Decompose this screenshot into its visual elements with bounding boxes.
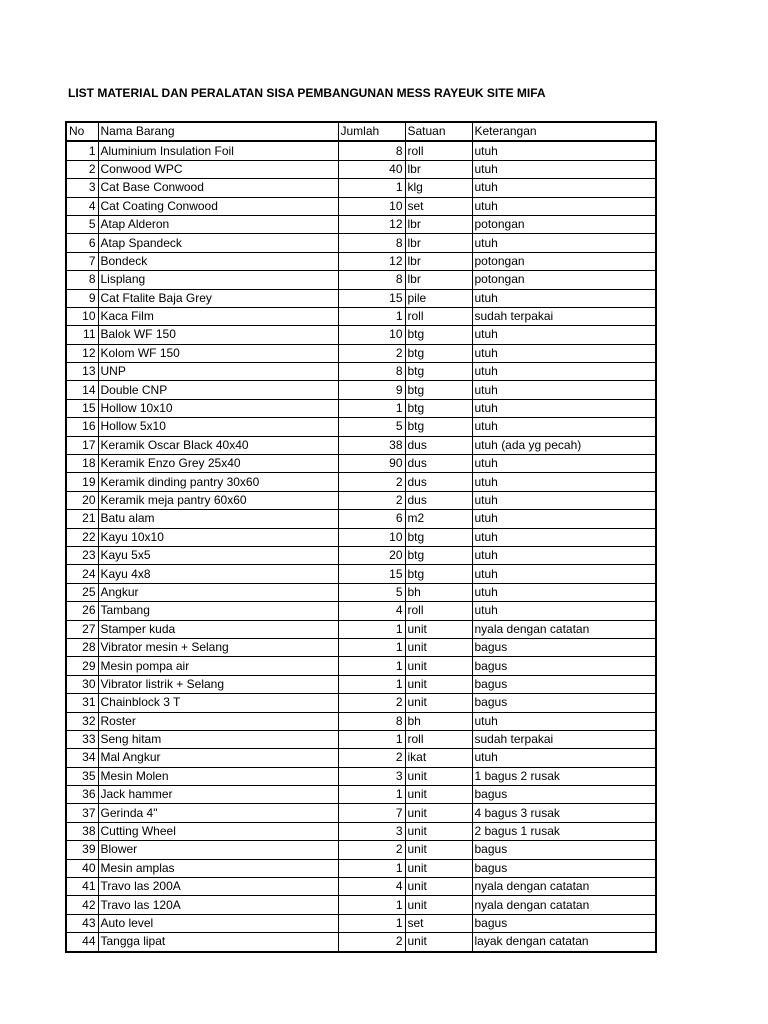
- cell-satuan: unit: [405, 841, 472, 859]
- document-title: LIST MATERIAL DAN PERALATAN SISA PEMBANGUNAN MESS RAYEUK SITE MIFA: [68, 86, 546, 100]
- cell-jumlah: 8: [338, 141, 405, 160]
- cell-nama-barang: Kayu 5x5: [98, 546, 338, 564]
- cell-jumlah: 3: [338, 822, 405, 840]
- cell-nama-barang: Jack hammer: [98, 786, 338, 804]
- cell-keterangan: potongan: [472, 215, 656, 233]
- cell-no: 15: [66, 399, 98, 417]
- cell-no: 6: [66, 234, 98, 252]
- cell-satuan: klg: [405, 179, 472, 197]
- cell-nama-barang: Conwood WPC: [98, 160, 338, 178]
- cell-keterangan: bagus: [472, 786, 656, 804]
- table-row: [66, 730, 656, 748]
- cell-satuan: btg: [405, 326, 472, 344]
- cell-nama-barang: Mal Angkur: [98, 749, 338, 767]
- table-row: [66, 271, 656, 289]
- cell-nama-barang: Seng hitam: [98, 730, 338, 748]
- cell-satuan: bh: [405, 712, 472, 730]
- table-row: [66, 528, 656, 546]
- table-header-row: [66, 122, 656, 141]
- cell-jumlah: 2: [338, 473, 405, 491]
- cell-no: 35: [66, 767, 98, 785]
- cell-satuan: btg: [405, 418, 472, 436]
- cell-jumlah: 12: [338, 215, 405, 233]
- table-row: [66, 675, 656, 693]
- table-row: [66, 694, 656, 712]
- cell-keterangan: bagus: [472, 694, 656, 712]
- cell-no: 3: [66, 179, 98, 197]
- cell-satuan: roll: [405, 307, 472, 325]
- table-row: [66, 234, 656, 252]
- cell-keterangan: utuh: [472, 546, 656, 564]
- table-row: [66, 307, 656, 325]
- cell-no: 29: [66, 657, 98, 675]
- cell-jumlah: 1: [338, 914, 405, 932]
- cell-keterangan: utuh: [472, 326, 656, 344]
- cell-satuan: dus: [405, 436, 472, 454]
- cell-jumlah: 15: [338, 289, 405, 307]
- table-row: [66, 749, 656, 767]
- cell-nama-barang: Mesin amplas: [98, 859, 338, 877]
- cell-satuan: dus: [405, 455, 472, 473]
- table-row: [66, 620, 656, 638]
- table-row: [66, 399, 656, 417]
- table-row: [66, 179, 656, 197]
- cell-no: 30: [66, 675, 98, 693]
- cell-keterangan: 1 bagus 2 rusak: [472, 767, 656, 785]
- cell-jumlah: 10: [338, 528, 405, 546]
- cell-jumlah: 2: [338, 344, 405, 362]
- cell-no: 10: [66, 307, 98, 325]
- cell-jumlah: 1: [338, 657, 405, 675]
- cell-keterangan: potongan: [472, 252, 656, 270]
- cell-no: 38: [66, 822, 98, 840]
- table-row: [66, 896, 656, 914]
- cell-satuan: lbr: [405, 215, 472, 233]
- cell-nama-barang: Angkur: [98, 583, 338, 601]
- cell-jumlah: 2: [338, 933, 405, 952]
- cell-nama-barang: Mesin Molen: [98, 767, 338, 785]
- cell-keterangan: utuh: [472, 363, 656, 381]
- cell-jumlah: 1: [338, 307, 405, 325]
- cell-nama-barang: Travo las 200A: [98, 878, 338, 896]
- cell-keterangan: bagus: [472, 675, 656, 693]
- cell-satuan: roll: [405, 602, 472, 620]
- cell-keterangan: utuh: [472, 234, 656, 252]
- table-row: [66, 638, 656, 656]
- cell-satuan: unit: [405, 822, 472, 840]
- cell-nama-barang: Cat Ftalite Baja Grey: [98, 289, 338, 307]
- cell-satuan: unit: [405, 933, 472, 952]
- cell-satuan: roll: [405, 141, 472, 160]
- cell-satuan: btg: [405, 363, 472, 381]
- table-row: [66, 859, 656, 877]
- cell-jumlah: 8: [338, 234, 405, 252]
- cell-no: 44: [66, 933, 98, 952]
- cell-satuan: bh: [405, 583, 472, 601]
- cell-jumlah: 10: [338, 197, 405, 215]
- cell-no: 5: [66, 215, 98, 233]
- cell-no: 34: [66, 749, 98, 767]
- table-row: [66, 436, 656, 454]
- cell-satuan: set: [405, 197, 472, 215]
- cell-no: 25: [66, 583, 98, 601]
- cell-keterangan: potongan: [472, 271, 656, 289]
- table-row: [66, 252, 656, 270]
- cell-jumlah: 1: [338, 399, 405, 417]
- cell-nama-barang: UNP: [98, 363, 338, 381]
- table-row: [66, 786, 656, 804]
- table-row: [66, 141, 656, 160]
- cell-no: 40: [66, 859, 98, 877]
- cell-keterangan: utuh: [472, 344, 656, 362]
- cell-jumlah: 7: [338, 804, 405, 822]
- cell-keterangan: utuh: [472, 160, 656, 178]
- header-jumlah: Jumlah: [338, 122, 405, 141]
- cell-keterangan: utuh: [472, 749, 656, 767]
- cell-no: 20: [66, 491, 98, 509]
- cell-no: 43: [66, 914, 98, 932]
- cell-keterangan: utuh: [472, 491, 656, 509]
- cell-satuan: btg: [405, 528, 472, 546]
- table-row: [66, 565, 656, 583]
- cell-keterangan: bagus: [472, 859, 656, 877]
- cell-keterangan: utuh: [472, 179, 656, 197]
- cell-no: 16: [66, 418, 98, 436]
- cell-keterangan: bagus: [472, 638, 656, 656]
- table-row: [66, 491, 656, 509]
- cell-jumlah: 1: [338, 896, 405, 914]
- cell-nama-barang: Keramik Oscar Black 40x40: [98, 436, 338, 454]
- cell-keterangan: layak dengan catatan: [472, 933, 656, 952]
- cell-jumlah: 15: [338, 565, 405, 583]
- cell-nama-barang: Batu alam: [98, 510, 338, 528]
- cell-jumlah: 5: [338, 583, 405, 601]
- table-row: [66, 583, 656, 601]
- cell-keterangan: nyala dengan catatan: [472, 878, 656, 896]
- cell-no: 9: [66, 289, 98, 307]
- cell-satuan: unit: [405, 859, 472, 877]
- cell-nama-barang: Tangga lipat: [98, 933, 338, 952]
- cell-keterangan: sudah terpakai: [472, 307, 656, 325]
- cell-nama-barang: Kolom WF 150: [98, 344, 338, 362]
- table-row: [66, 510, 656, 528]
- table-row: [66, 767, 656, 785]
- cell-no: 8: [66, 271, 98, 289]
- cell-satuan: unit: [405, 878, 472, 896]
- cell-jumlah: 1: [338, 859, 405, 877]
- cell-no: 17: [66, 436, 98, 454]
- cell-no: 41: [66, 878, 98, 896]
- cell-satuan: dus: [405, 473, 472, 491]
- table-row: [66, 878, 656, 896]
- table-row: [66, 326, 656, 344]
- table-row: [66, 289, 656, 307]
- cell-satuan: btg: [405, 399, 472, 417]
- cell-no: 23: [66, 546, 98, 564]
- cell-jumlah: 1: [338, 786, 405, 804]
- cell-keterangan: bagus: [472, 914, 656, 932]
- table-body: [66, 122, 656, 952]
- cell-keterangan: bagus: [472, 657, 656, 675]
- cell-satuan: m2: [405, 510, 472, 528]
- table-row: [66, 657, 656, 675]
- cell-keterangan: utuh: [472, 510, 656, 528]
- cell-jumlah: 1: [338, 179, 405, 197]
- cell-nama-barang: Gerinda 4": [98, 804, 338, 822]
- cell-nama-barang: Atap Alderon: [98, 215, 338, 233]
- cell-no: 13: [66, 363, 98, 381]
- cell-nama-barang: Double CNP: [98, 381, 338, 399]
- table-row: [66, 546, 656, 564]
- cell-keterangan: utuh: [472, 565, 656, 583]
- cell-jumlah: 2: [338, 491, 405, 509]
- cell-jumlah: 8: [338, 271, 405, 289]
- cell-nama-barang: Atap Spandeck: [98, 234, 338, 252]
- cell-satuan: unit: [405, 767, 472, 785]
- cell-keterangan: utuh: [472, 712, 656, 730]
- cell-satuan: btg: [405, 381, 472, 399]
- cell-jumlah: 2: [338, 694, 405, 712]
- header-keterangan: Keterangan: [472, 122, 656, 141]
- cell-jumlah: 40: [338, 160, 405, 178]
- cell-no: 28: [66, 638, 98, 656]
- cell-satuan: lbr: [405, 271, 472, 289]
- cell-nama-barang: Keramik dinding pantry 30x60: [98, 473, 338, 491]
- cell-jumlah: 4: [338, 602, 405, 620]
- cell-satuan: btg: [405, 546, 472, 564]
- cell-jumlah: 8: [338, 712, 405, 730]
- cell-no: 12: [66, 344, 98, 362]
- cell-satuan: unit: [405, 896, 472, 914]
- cell-satuan: unit: [405, 675, 472, 693]
- cell-nama-barang: Cat Base Conwood: [98, 179, 338, 197]
- table-row: [66, 455, 656, 473]
- cell-nama-barang: Hollow 5x10: [98, 418, 338, 436]
- table-row: [66, 160, 656, 178]
- cell-nama-barang: Stamper kuda: [98, 620, 338, 638]
- cell-satuan: unit: [405, 620, 472, 638]
- cell-satuan: btg: [405, 565, 472, 583]
- cell-jumlah: 1: [338, 638, 405, 656]
- cell-keterangan: utuh: [472, 602, 656, 620]
- cell-keterangan: 2 bagus 1 rusak: [472, 822, 656, 840]
- cell-satuan: lbr: [405, 160, 472, 178]
- cell-jumlah: 1: [338, 675, 405, 693]
- cell-no: 31: [66, 694, 98, 712]
- cell-keterangan: 4 bagus 3 rusak: [472, 804, 656, 822]
- cell-keterangan: utuh: [472, 418, 656, 436]
- cell-nama-barang: Auto level: [98, 914, 338, 932]
- table-row: [66, 841, 656, 859]
- header-satuan: Satuan: [405, 122, 472, 141]
- cell-jumlah: 2: [338, 749, 405, 767]
- table-row: [66, 712, 656, 730]
- cell-nama-barang: Keramik Enzo Grey 25x40: [98, 455, 338, 473]
- table-row: [66, 822, 656, 840]
- cell-no: 1: [66, 141, 98, 160]
- cell-keterangan: bagus: [472, 841, 656, 859]
- header-nama-barang: Nama Barang: [98, 122, 338, 141]
- cell-no: 14: [66, 381, 98, 399]
- cell-no: 27: [66, 620, 98, 638]
- cell-satuan: unit: [405, 804, 472, 822]
- cell-jumlah: 2: [338, 841, 405, 859]
- cell-jumlah: 90: [338, 455, 405, 473]
- cell-keterangan: nyala dengan catatan: [472, 896, 656, 914]
- table-row: [66, 381, 656, 399]
- table-row: [66, 344, 656, 362]
- cell-nama-barang: Vibrator listrik + Selang: [98, 675, 338, 693]
- cell-no: 18: [66, 455, 98, 473]
- cell-nama-barang: Cutting Wheel: [98, 822, 338, 840]
- cell-jumlah: 9: [338, 381, 405, 399]
- cell-satuan: pile: [405, 289, 472, 307]
- cell-satuan: unit: [405, 638, 472, 656]
- cell-jumlah: 38: [338, 436, 405, 454]
- cell-jumlah: 1: [338, 620, 405, 638]
- cell-jumlah: 20: [338, 546, 405, 564]
- cell-nama-barang: Balok WF 150: [98, 326, 338, 344]
- table-row: [66, 602, 656, 620]
- cell-no: 4: [66, 197, 98, 215]
- cell-satuan: dus: [405, 491, 472, 509]
- cell-no: 7: [66, 252, 98, 270]
- table-row: [66, 418, 656, 436]
- cell-nama-barang: Blower: [98, 841, 338, 859]
- cell-no: 36: [66, 786, 98, 804]
- table-row: [66, 473, 656, 491]
- cell-nama-barang: Lisplang: [98, 271, 338, 289]
- cell-keterangan: utuh: [472, 289, 656, 307]
- cell-satuan: unit: [405, 657, 472, 675]
- cell-jumlah: 4: [338, 878, 405, 896]
- cell-keterangan: utuh: [472, 583, 656, 601]
- cell-nama-barang: Aluminium Insulation Foil: [98, 141, 338, 160]
- cell-no: 39: [66, 841, 98, 859]
- table-row: [66, 197, 656, 215]
- cell-keterangan: utuh: [472, 381, 656, 399]
- table-row: [66, 933, 656, 952]
- cell-keterangan: utuh: [472, 399, 656, 417]
- cell-jumlah: 5: [338, 418, 405, 436]
- cell-nama-barang: Roster: [98, 712, 338, 730]
- cell-satuan: btg: [405, 344, 472, 362]
- cell-no: 19: [66, 473, 98, 491]
- table-row: [66, 914, 656, 932]
- cell-keterangan: utuh: [472, 473, 656, 491]
- cell-keterangan: sudah terpakai: [472, 730, 656, 748]
- cell-jumlah: 1: [338, 730, 405, 748]
- header-no: No: [66, 122, 98, 141]
- cell-no: 26: [66, 602, 98, 620]
- cell-keterangan: utuh (ada yg pecah): [472, 436, 656, 454]
- cell-nama-barang: Hollow 10x10: [98, 399, 338, 417]
- cell-no: 37: [66, 804, 98, 822]
- cell-satuan: lbr: [405, 252, 472, 270]
- cell-satuan: ikat: [405, 749, 472, 767]
- cell-no: 32: [66, 712, 98, 730]
- table-row: [66, 215, 656, 233]
- cell-jumlah: 3: [338, 767, 405, 785]
- cell-nama-barang: Mesin pompa air: [98, 657, 338, 675]
- cell-jumlah: 8: [338, 363, 405, 381]
- cell-no: 22: [66, 528, 98, 546]
- cell-satuan: roll: [405, 730, 472, 748]
- cell-nama-barang: Kayu 10x10: [98, 528, 338, 546]
- cell-no: 11: [66, 326, 98, 344]
- cell-no: 33: [66, 730, 98, 748]
- cell-nama-barang: Bondeck: [98, 252, 338, 270]
- cell-satuan: lbr: [405, 234, 472, 252]
- cell-no: 2: [66, 160, 98, 178]
- material-table: [65, 121, 657, 953]
- cell-nama-barang: Chainblock 3 T: [98, 694, 338, 712]
- cell-jumlah: 10: [338, 326, 405, 344]
- cell-jumlah: 12: [338, 252, 405, 270]
- table-row: [66, 804, 656, 822]
- cell-nama-barang: Kaca Film: [98, 307, 338, 325]
- cell-nama-barang: Travo las 120A: [98, 896, 338, 914]
- table-row: [66, 363, 656, 381]
- cell-satuan: set: [405, 914, 472, 932]
- cell-jumlah: 6: [338, 510, 405, 528]
- cell-satuan: unit: [405, 694, 472, 712]
- cell-no: 42: [66, 896, 98, 914]
- cell-nama-barang: Vibrator mesin + Selang: [98, 638, 338, 656]
- cell-keterangan: nyala dengan catatan: [472, 620, 656, 638]
- cell-keterangan: utuh: [472, 528, 656, 546]
- cell-keterangan: utuh: [472, 197, 656, 215]
- cell-keterangan: utuh: [472, 141, 656, 160]
- cell-no: 24: [66, 565, 98, 583]
- cell-nama-barang: Keramik meja pantry 60x60: [98, 491, 338, 509]
- cell-nama-barang: Tambang: [98, 602, 338, 620]
- cell-satuan: unit: [405, 786, 472, 804]
- cell-nama-barang: Kayu 4x8: [98, 565, 338, 583]
- cell-keterangan: utuh: [472, 455, 656, 473]
- cell-nama-barang: Cat Coating Conwood: [98, 197, 338, 215]
- cell-no: 21: [66, 510, 98, 528]
